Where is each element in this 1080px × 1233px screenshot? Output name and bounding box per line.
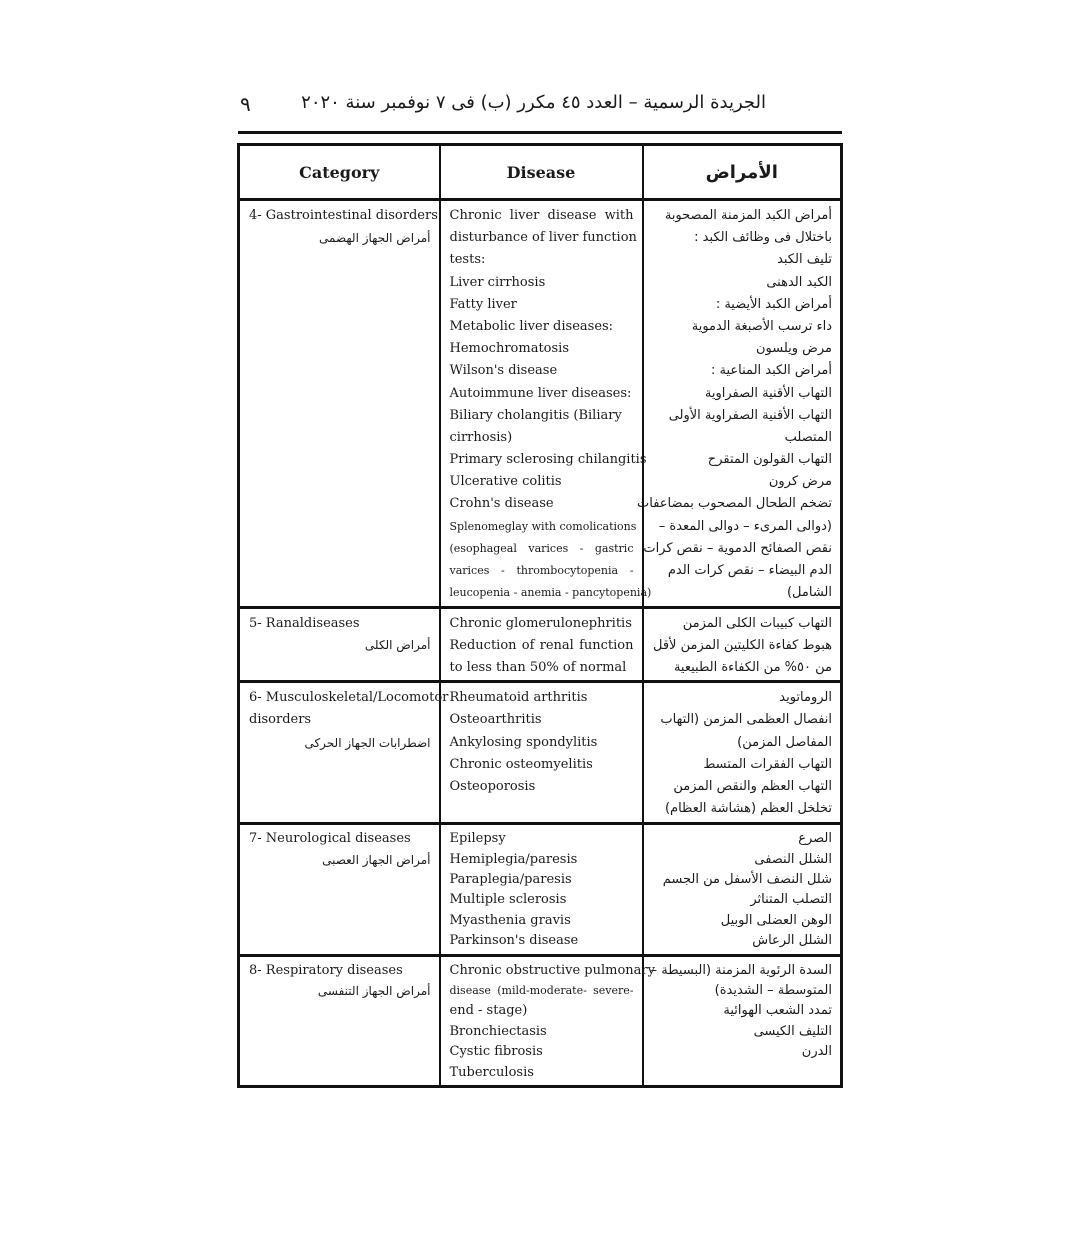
category-ar: اضطرابات الجهاز الحركى [304, 735, 431, 750]
arabic-line: داء ترسب الأصبغة الدموية [691, 318, 832, 334]
category-en: 7- Neurological diseases [249, 831, 411, 847]
disease-line: varices - thrombocytopenia - [449, 564, 634, 577]
category-ar: أمراض الكلى [364, 637, 431, 652]
disease-table [237, 143, 843, 1088]
disease-line: Bronchiectasis [449, 1023, 547, 1039]
category-cell [239, 200, 440, 608]
category-ar: أمراض الجهاز التنفسى [317, 984, 431, 999]
disease-line: Osteoporosis [449, 778, 536, 794]
arabic-line: أمراض الكبد المناعية : [711, 363, 832, 379]
disease-line: tests: [449, 252, 486, 268]
disease-line: Cystic fibrosis [449, 1044, 543, 1060]
arabic-line: من ٥٠% من الكفاءة الطبيعية [673, 659, 832, 675]
disease-line: Biliary cholangitis (Biliary [449, 407, 622, 423]
arabic-line: تمدد الشعب الهوائية [723, 1003, 832, 1019]
table-row [239, 608, 842, 682]
disease-line: Chronic obstructive pulmonary [449, 962, 655, 978]
disease-line: Osteoarthritis [449, 712, 542, 728]
disease-line: to less than 50% of normal [449, 659, 627, 675]
arabic-cell [643, 955, 842, 1086]
arabic-line: المتوسطة – الشديدة) [714, 983, 832, 999]
arabic-line: السدة الرئوية المزمنة (البسيطة – [650, 962, 832, 978]
disease-line: Chronic liver disease with [449, 208, 634, 223]
arabic-cell [643, 608, 842, 682]
disease-line: disease (mild-moderate- severe- [449, 984, 634, 998]
disease-line: cirrhosis) [449, 429, 513, 445]
arabic-line: التصلب المتناثر [750, 892, 832, 908]
arabic-line: الشامل) [786, 585, 832, 601]
arabic-line: التهاب العظم والنقص المزمن [673, 778, 832, 794]
disease-line: Paraplegia/paresis [449, 872, 572, 888]
arabic-line: (دوالى المرىء – دوالى المعدة – [658, 518, 832, 534]
disease-cell [440, 824, 643, 955]
header-category: Category [239, 145, 440, 200]
arabic-line: شلل النصف الأسفل من الجسم [662, 872, 832, 888]
category-en: 8- Respiratory diseases [249, 962, 403, 978]
arabic-line: هبوط كفاءة الكليتين المزمن لأقل [652, 637, 832, 653]
category-cell [239, 608, 440, 682]
table-row [239, 955, 842, 1086]
disease-cell [440, 608, 643, 682]
disease-line: Splenomeglay with comolications [449, 519, 637, 533]
arabic-line: الكبد الدهنى [766, 274, 832, 290]
disease-cell [440, 682, 643, 824]
disease-line: Epilepsy [449, 831, 506, 847]
arabic-line: المفاصل المزمن) [737, 734, 832, 750]
arabic-cell [643, 824, 842, 955]
disease-line: Crohn's disease [449, 496, 554, 512]
category-cell [239, 955, 440, 1086]
arabic-line: تخلخل العظم (هشاشة العظام) [664, 801, 832, 817]
disease-line: disturbance of liver function [449, 230, 637, 246]
header-disease: Disease [440, 145, 643, 200]
disease-line: Chronic osteomyelitis [449, 756, 593, 772]
arabic-cell [643, 682, 842, 824]
disease-line: Chronic glomerulonephritis [449, 616, 632, 632]
arabic-line: الدرن [801, 1044, 832, 1060]
arabic-line: الوهن العضلى الوبيل [720, 912, 832, 928]
header-rule [238, 131, 842, 134]
disease-line: Rheumatoid arthritis [449, 690, 588, 706]
category-ar: أمراض الجهاز العصبى [322, 852, 431, 867]
disease-cell [440, 200, 652, 608]
arabic-line: انفصال العظمى المزمن (التهاب [660, 712, 832, 728]
category-en: 6- Musculoskeletal/Locomotor [249, 690, 449, 706]
disease-line: Myasthenia gravis [449, 912, 571, 928]
arabic-line: التهاب الأقنية الصفراوية [704, 385, 832, 401]
arabic-line: أمراض الكبد الأيضية : [715, 296, 832, 312]
arabic-line: الشلل النصفى [754, 851, 832, 867]
arabic-line: التليف الكيسى [753, 1023, 832, 1039]
disease-line: Ulcerative colitis [449, 474, 562, 490]
disease-line: Reduction of renal function [449, 637, 634, 653]
arabic-line: الدم البيضاء – نقص كرات الدم [667, 563, 832, 578]
arabic-line: نقص الصفائح الدموية – نقص كرات [643, 540, 832, 556]
disease-line: Ankylosing spondylitis [449, 734, 598, 750]
disease-line: Multiple sclerosis [449, 892, 567, 908]
category-en: 4- Gastrointestinal disorders [249, 208, 438, 223]
disease-line: Primary sclerosing chilangitis [449, 452, 647, 468]
disease-line: end - stage) [449, 1003, 528, 1019]
category-cell [239, 824, 440, 955]
arabic-line: تضخم الطحال المصحوب بمضاعفات [637, 496, 832, 512]
disease-line: Tuberculosis [449, 1064, 534, 1080]
arabic-line: الصرع [798, 831, 832, 847]
disease-line: Metabolic liver diseases: [449, 318, 614, 334]
page-number: ٩ [240, 92, 251, 116]
disease-line: Hemiplegia/paresis [449, 851, 578, 867]
disease-line: Fatty liver [449, 296, 517, 312]
disease-line: Hemochromatosis [449, 341, 570, 357]
arabic-line: التهاب الأقنية الصفراوية الأولى [668, 407, 832, 423]
disease-cell [440, 955, 655, 1086]
disease-line: Parkinson's disease [449, 933, 579, 949]
category-en-cont: disorders [249, 712, 312, 728]
table-row [239, 200, 842, 608]
disease-line: leucopenia - anemia - pancytopenia) [449, 586, 652, 600]
page-header [238, 92, 842, 122]
arabic-line: باختلال فى وظائف الكبد : [694, 230, 832, 246]
arabic-cell [637, 200, 842, 608]
header-arabic: الأمراض [643, 145, 842, 200]
arabic-line: التهاب الفقرات المتسط [703, 756, 832, 772]
table-header-row [239, 145, 842, 200]
category-ar: أمراض الجهاز الهضمى [319, 231, 431, 246]
arabic-line: الشلل الرعاش [752, 933, 832, 949]
disease-line: (esophageal varices - gastric [449, 541, 634, 555]
arabic-line: الروماتويد [779, 690, 832, 706]
table-row [239, 682, 842, 824]
disease-line: Wilson's disease [449, 363, 558, 379]
arabic-line: أمراض الكبد المزمنة المصحوبة [664, 208, 832, 223]
disease-line: Liver cirrhosis [449, 274, 546, 290]
arabic-line: التهاب القولون المتقرح [707, 452, 832, 468]
category-cell [239, 682, 449, 824]
arabic-line: التهاب كبيبات الكلى المزمن [682, 616, 832, 632]
running-title: الجريدة الرسمية – العدد ٤٥ مكرر (ب) فى ٧ نوفمبر سنة ٢٠٢٠ [301, 92, 766, 113]
arabic-line: مرض ويلسون [755, 341, 832, 357]
arabic-line: المتصلب [784, 429, 832, 445]
table-row [239, 824, 842, 955]
arabic-line: تليف الكبد [777, 252, 832, 268]
arabic-line: مرض كرون [768, 474, 832, 490]
disease-line: Autoimmune liver diseases: [449, 385, 632, 401]
category-en: 5- Ranaldiseases [249, 616, 360, 632]
